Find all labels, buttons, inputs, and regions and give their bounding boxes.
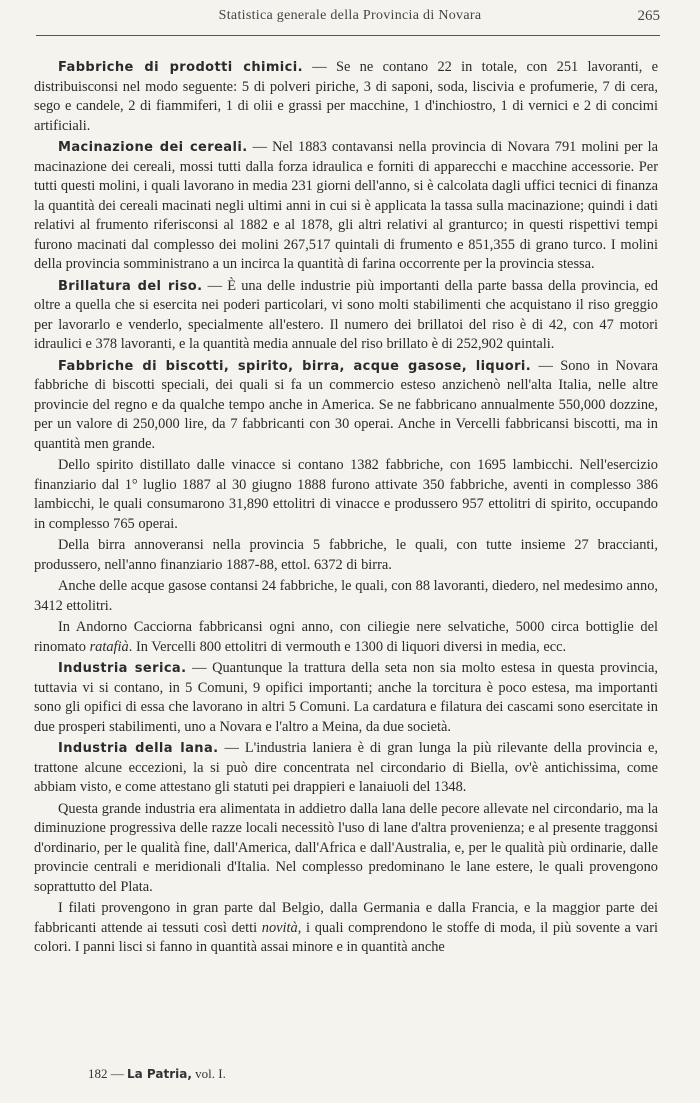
paragraph-serica: Industria serica. — Quantunque la trattura della seta non sia molto estesa in questa provincia, tuttavia vi si contano, in 5 Comuni, 9 opifici importanti; anche la torcitura è poco estesa, ma importanti sono gli opifici di essa che lavorano in altri 5 Comuni. La cardatura e filatura dei cascami sono esercitate in due prosperi stabilimenti, uno a Novara e l'altro a Meina, da due società. xyxy=(34,660,658,735)
section-heading: Industria serica. xyxy=(58,661,187,676)
volume-label: vol. I. xyxy=(195,1066,226,1081)
paragraph-macinazione: Macinazione dei cereali. — Nel 1883 contavansi nella provincia di Novara 791 molini per la macinazione dei cereali, mossi tutti dalla forza idraulica e forniti di apparecchi e macchine accessorie. Per tutti questi molini, i quali lavorano in media 231 giorni dell'anno, si è calcolata dagli uffici tecnici di finanza la quantità dei cereali macinati negli ultimi anni in cui si è applicata la tassa sulla macinazione; quindi i dati relativi al frumento riferisconsi al 1882 e al 1878, gli altri relativi al granturco; in questi rispettivi tempi furono macinati dal complesso dei molini 267,517 quintali di frumento e 851,355 di grano turco. I molini della provincia somministrano a un incirca la quantità di farina occorrente per la provincia stessa. xyxy=(34,139,658,272)
paragraph-spirito: Dello spirito distillato dalle vinacce si contano 1382 fabbriche, con 1695 lambicchi. Nell'esercizio finanziario dal 1° luglio 1887 al 30 giugno 1888 furono attivate 350 fabbriche, aventi in complesso 386 lambicchi, le quali consumarono 31,890 ettolitri di vinacce e produssero 957 ettolitri di spirito, occupando in complesso 765 operai. xyxy=(34,457,658,532)
paragraph-brillatura: Brillatura del riso. — È una delle industrie più importanti della parte bassa della provincia, ed oltre a quella che si esercita nei poderi particolari, vi sono molti stabilimenti che acquistano il riso greggio per lavorarlo e venderlo, specialmente all'estero. Il numero dei brillatoi del riso è di 42, con 47 motori idraulici e 378 lavoranti, e la quantità media annuale del riso brillato è di 252,902 quintali. xyxy=(34,277,658,352)
paragraph-birra: Della birra annoveransi nella provincia 5 fabbriche, le quali, con tutte insieme 27 braccianti, produssero, nell'anno finanziario 1887-88, ettol. 6372 di birra. xyxy=(34,537,658,573)
paragraph-acque-gasose: Anche delle acque gasose contansi 24 fabbriche, le quali, con 88 lavoranti, diedero, nel medesimo anno, 3412 ettolitri. xyxy=(34,578,658,614)
paragraph-biscotti: Fabbriche di biscotti, spirito, birra, acque gasose, liquori. — Sono in Novara fabbriche di biscotti speciali, dei quali si fa un commercio esteso anzichenò nell'alta Italia, nelle altre provincie del regno e da qualche tempo anche in America. Se ne fabbricano annualmente 550,000 dozzine, per un valore di 250,000 lire, da 7 fabbricanti con 30 operai. Anche in Vercelli fabbricansi biscotti, ma in quantità men grande. xyxy=(34,357,658,452)
running-header xyxy=(40,8,660,30)
section-heading: Macinazione dei cereali. xyxy=(58,140,248,155)
section-heading: Industria della lana. xyxy=(58,741,219,756)
body-text xyxy=(34,58,658,960)
paragraph-filati: I filati provengono in gran parte dal Belgio, dalla Germania e dalla Francia, e la maggior parte dei fabbricanti attende ai tessuti così detti novità, i quali comprendono le stoffe di moda, il più sovente a vari colori. I panni lisci si fanno in quantità assai minore e in quantità anche xyxy=(34,900,658,955)
section-heading: Fabbriche di biscotti, spirito, birra, acque gasose, liquori. xyxy=(58,358,532,374)
section-heading: Fabbriche di prodotti chimici. xyxy=(58,60,303,75)
paragraph-prodotti-chimici: Fabbriche di prodotti chimici. — Se ne contano 22 in totale, con 251 lavoranti, e distribuisconsi nel modo seguente: 5 di polveri piriche, 3 di saponi, soda, liscivia e profumerie, 7 di cera, sego e candele, 2 di fiammiferi, 1 di olii e grassi per macchine, 1 d'inchiostro, 1 di vernici e 2 di concimi artificiali. xyxy=(34,59,658,134)
header-rule xyxy=(36,35,660,36)
publication-name: La Patria, xyxy=(127,1067,192,1081)
paragraph-lana-origine: Questa grande industria era alimentata in addietro dalla lana delle pecore allevate nel circondario, ma la diminuzione progressiva delle razze locali necessitò l'uso di lane d'altra provenienza; e al presente traggonsi d'ordinario, per le qualità fine, dall'America, dall'Africa e dall'Australia, e, per le qualità più ordinarie, dalle provincie centrali e meridionali d'Italia. Nel complesso predominano le lane estere, le quali provengono soprattutto del Plata. xyxy=(34,800,658,895)
section-heading: Brillatura del riso. xyxy=(58,278,203,294)
sheet-number: 182 — xyxy=(88,1066,124,1081)
page-number: 265 xyxy=(637,8,660,24)
running-title: Statistica generale della Provincia di Novara xyxy=(218,8,482,23)
signature-footer xyxy=(88,1066,226,1082)
paragraph-andorno: In Andorno Cacciorna fabbricansi ogni anno, con ciliegie nere selvatiche, 5000 circa bottiglie del rinomato ratafià. In Vercelli 800 ettolitri di vermouth e 1300 di liquori diversi in media, ecc. xyxy=(34,619,658,655)
paragraph-lana: Industria della lana. — L'industria laniera è di gran lunga la più rilevante della provincia e, trattone alcune eccezioni, la si può dire concentrata nel circondario di Biella, ov'è antichissima, come abbiam visto, e come attestano gli statuti pei drappieri e lanaiuoli del 1348. xyxy=(34,740,658,795)
